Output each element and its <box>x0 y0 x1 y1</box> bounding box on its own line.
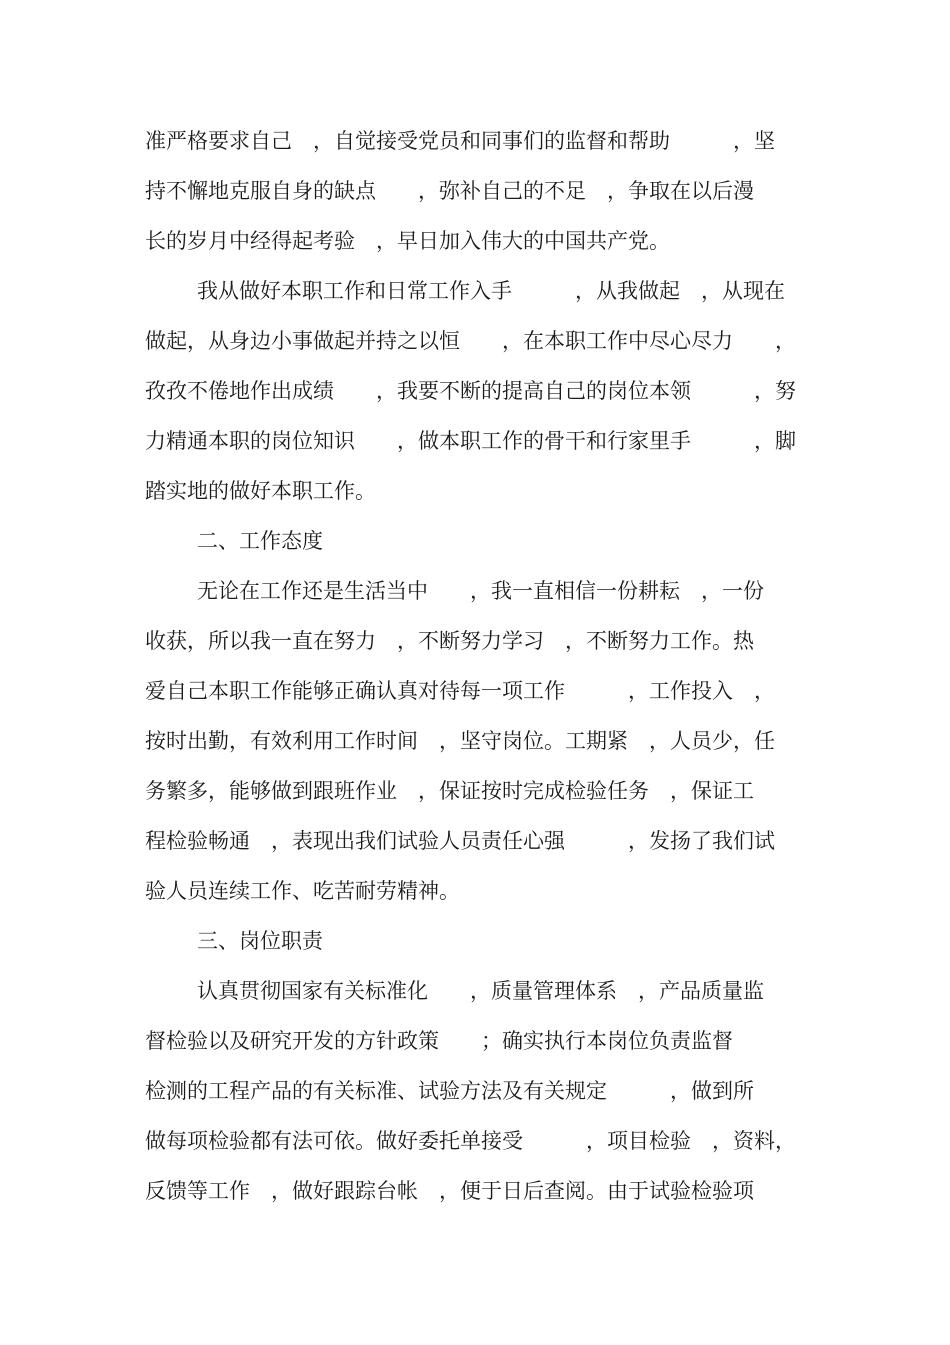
text-line: 按时出勤，有效利用工作时间 ，坚守岗位。工期紧 ，人员少，任 <box>145 729 775 753</box>
text-line: 长的岁月中经得起考验 ，早日加入伟大的中国共产党。 <box>145 229 670 253</box>
text-line: 反馈等工作 ，做好跟踪台帐 ，便于日后查阅。由于试验检验项 <box>145 1179 754 1203</box>
text-line: 孜孜不倦地作出成绩 ，我要不断的提高自己的岗位本领 ，努 <box>145 379 796 403</box>
text-line: 务繁多，能够做到跟班作业 ，保证按时完成检验任务 ，保证工 <box>145 779 754 803</box>
text-line: 爱自己本职工作能够正确认真对待每一项工作 ，工作投入 ， <box>145 679 775 703</box>
text-line: 督检验以及研究开发的方针政策 ；确实执行本岗位负责监督 <box>145 1029 733 1053</box>
text-line: 做起，从身边小事做起并持之以恒 ，在本职工作中尽心尽力 ， <box>145 329 796 353</box>
text-line: 收获，所以我一直在努力 ，不断努力学习 ，不断努力工作。热 <box>145 629 754 653</box>
text-line: 准严格要求自己 ，自觉接受党员和同事们的监督和帮助 ，坚 <box>145 129 775 153</box>
text-line: 验人员连续工作、吃苦耐劳精神。 <box>145 879 460 903</box>
text-line: 认真贯彻国家有关标准化 ，质量管理体系 ，产品质量监 <box>197 979 764 1003</box>
text-line: 我从做好本职工作和日常工作入手 ，从我做起 ，从现在 <box>197 279 785 303</box>
text-line: 踏实地的做好本职工作。 <box>145 479 376 503</box>
text-line: 无论在工作还是生活当中 ，我一直相信一份耕耘 ，一份 <box>197 579 764 603</box>
text-line: 力精通本职的岗位知识 ，做本职工作的骨干和行家里手 ，脚 <box>145 429 796 453</box>
text-line: 程检验畅通 ，表现出我们试验人员责任心强 ，发扬了我们试 <box>145 829 775 853</box>
text-line: 检测的工程产品的有关标准、试验方法及有关规定 ，做到所 <box>145 1079 754 1103</box>
text-line: 做每项检验都有法可依。做好委托单接受 ，项目检验 ，资料， <box>145 1129 796 1153</box>
section-heading: 二、工作态度 <box>197 529 323 553</box>
text-line: 持不懈地克服自身的缺点 ，弥补自己的不足 ，争取在以后漫 <box>145 179 754 203</box>
section-heading: 三、岗位职责 <box>197 929 323 953</box>
